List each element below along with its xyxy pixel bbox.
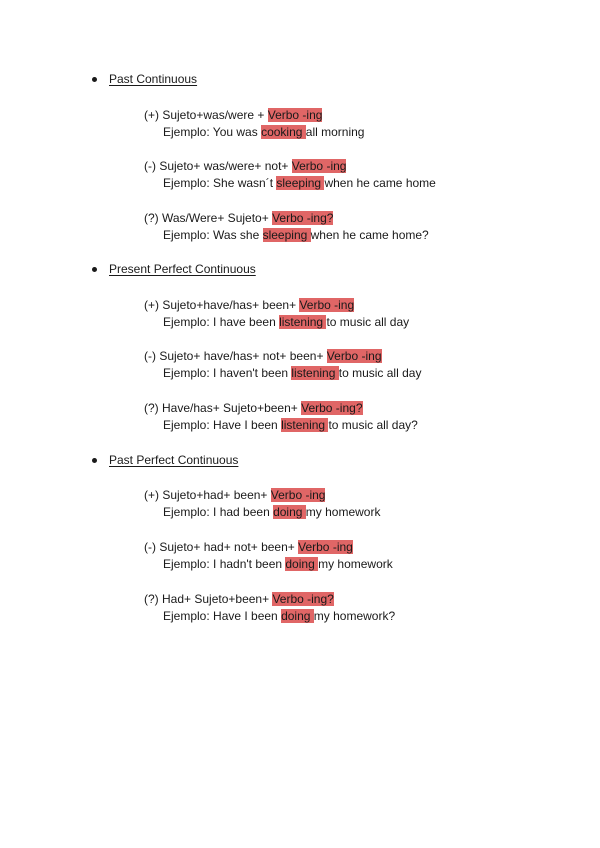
rule-item bbox=[144, 591, 395, 625]
bullet-icon bbox=[92, 77, 97, 82]
rule-text: (+) Sujeto+had+ been+ bbox=[144, 488, 271, 502]
rule-item bbox=[144, 158, 436, 192]
example-prefix: Ejemplo: You was bbox=[163, 125, 262, 139]
rule-text: (+) Sujeto+have/has+ been+ bbox=[144, 298, 300, 312]
rule-line bbox=[144, 591, 395, 608]
bullet-icon bbox=[92, 267, 97, 272]
section-heading-past-continuous bbox=[92, 72, 197, 86]
rule-line bbox=[144, 487, 380, 504]
example-line bbox=[144, 608, 395, 625]
rule-text: (-) Sujeto+ have/has+ not+ been+ bbox=[144, 349, 327, 363]
rule-highlight: Verbo -ing? bbox=[301, 401, 363, 415]
rule-highlight: Verbo -ing bbox=[291, 159, 347, 173]
rule-line bbox=[144, 107, 364, 124]
example-highlight: sleeping bbox=[276, 176, 325, 190]
example-prefix: Ejemplo: Have I been bbox=[163, 609, 282, 623]
example-suffix: my homework bbox=[318, 557, 393, 571]
example-highlight: cooking bbox=[261, 125, 306, 139]
rule-item bbox=[144, 400, 418, 434]
example-prefix: Ejemplo: I haven't been bbox=[163, 366, 292, 380]
heading-text: Present Perfect Continuous bbox=[109, 262, 256, 276]
rule-item bbox=[144, 487, 380, 521]
example-highlight: listening bbox=[291, 366, 339, 380]
bullet-icon bbox=[92, 458, 97, 463]
heading-text: Past Continuous bbox=[109, 72, 198, 86]
example-line bbox=[144, 124, 364, 141]
example-suffix: my homework bbox=[305, 505, 381, 519]
example-line bbox=[144, 175, 436, 192]
rule-highlight: Verbo -ing bbox=[270, 488, 326, 502]
example-highlight: sleeping bbox=[262, 228, 311, 242]
rule-item bbox=[144, 348, 421, 382]
example-suffix: my homework? bbox=[313, 609, 396, 623]
example-prefix: Ejemplo: I had been bbox=[163, 505, 274, 519]
example-suffix: to music all day? bbox=[328, 418, 418, 432]
rule-text: (?) Had+ Sujeto+been+ bbox=[144, 592, 273, 606]
example-suffix: to music all day bbox=[326, 315, 410, 329]
rule-text: (-) Sujeto+ had+ not+ been+ bbox=[144, 540, 299, 554]
example-prefix: Ejemplo: I hadn't been bbox=[163, 557, 286, 571]
rule-line bbox=[144, 158, 436, 175]
example-prefix: Ejemplo: Have I been bbox=[163, 418, 282, 432]
section-heading-past-perfect-continuous bbox=[92, 453, 238, 467]
rule-item bbox=[144, 297, 409, 331]
rule-highlight: Verbo -ing bbox=[267, 108, 323, 122]
example-highlight: doing bbox=[281, 609, 314, 623]
heading-text: Past Perfect Continuous bbox=[109, 453, 239, 467]
example-suffix: when he came home bbox=[324, 176, 436, 190]
rule-line bbox=[144, 539, 393, 556]
example-line bbox=[144, 417, 418, 434]
example-suffix: all morning bbox=[305, 125, 365, 139]
example-highlight: listening bbox=[279, 315, 327, 329]
rule-highlight: Verbo -ing? bbox=[272, 211, 334, 225]
example-highlight: listening bbox=[281, 418, 329, 432]
rule-line bbox=[144, 348, 421, 365]
rule-line bbox=[144, 297, 409, 314]
rule-highlight: Verbo -ing? bbox=[272, 592, 334, 606]
example-line bbox=[144, 504, 380, 521]
rule-line bbox=[144, 400, 418, 417]
rule-item bbox=[144, 210, 429, 244]
rule-text: (?) Was/Were+ Sujeto+ bbox=[144, 211, 273, 225]
example-line bbox=[144, 365, 421, 382]
example-prefix: Ejemplo: She wasn´t bbox=[163, 176, 277, 190]
rule-text: (?) Have/has+ Sujeto+been+ bbox=[144, 401, 302, 415]
rule-highlight: Verbo -ing bbox=[326, 349, 382, 363]
example-highlight: doing bbox=[273, 505, 306, 519]
example-line bbox=[144, 314, 409, 331]
rule-text: (+) Sujeto+was/were + bbox=[144, 108, 268, 122]
rule-text: (-) Sujeto+ was/were+ not+ bbox=[144, 159, 292, 173]
example-suffix: when he came home? bbox=[310, 228, 429, 242]
rule-item bbox=[144, 107, 364, 141]
rule-highlight: Verbo -ing bbox=[299, 298, 355, 312]
example-line bbox=[144, 556, 393, 573]
example-line bbox=[144, 227, 429, 244]
example-suffix: to music all day bbox=[338, 366, 422, 380]
example-prefix: Ejemplo: Was she bbox=[163, 228, 263, 242]
rule-line bbox=[144, 210, 429, 227]
example-prefix: Ejemplo: I have been bbox=[163, 315, 280, 329]
rule-highlight: Verbo -ing bbox=[298, 540, 353, 554]
section-heading-present-perfect-continuous bbox=[92, 262, 256, 276]
example-highlight: doing bbox=[285, 557, 319, 571]
rule-item bbox=[144, 539, 393, 573]
